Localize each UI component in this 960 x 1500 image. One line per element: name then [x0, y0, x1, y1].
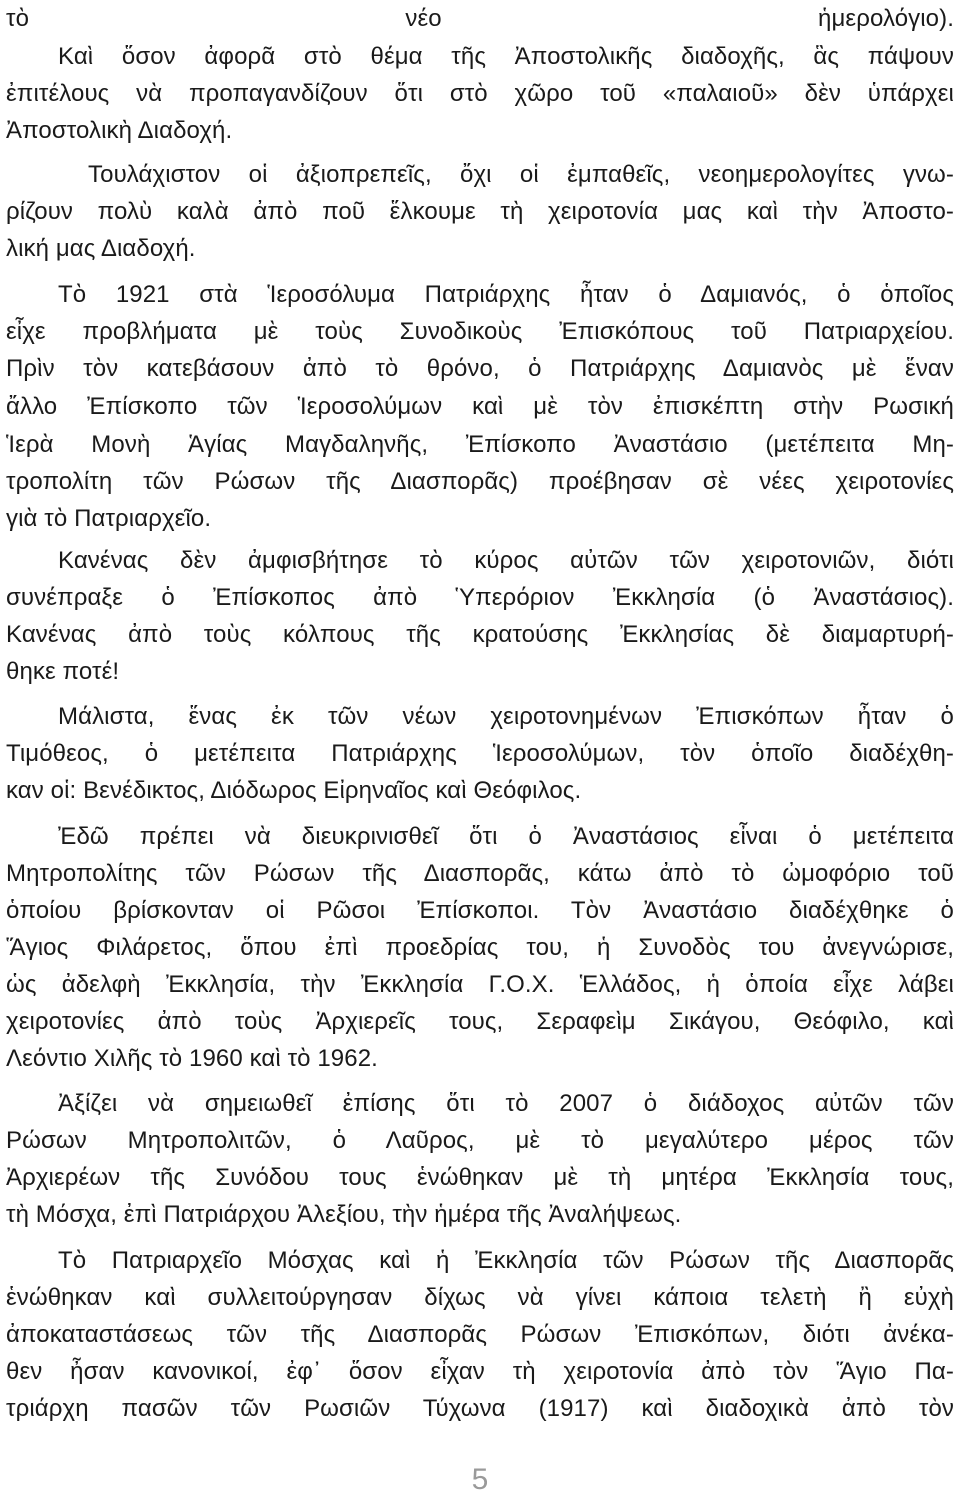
text-line-33: Τὸ Πατριαρχεῖο Μόσχας καὶ ἡ Ἐκκλησία τῶν Ρώσων τῆς Διασπορᾶς [58, 1247, 954, 1274]
text-line-10: Πρὶν τὸν κατεβάσουν ἀπὸ τὸ θρόνο, ὁ Πατριάρχης Δαμιανὸς μὲ ἕναν [6, 355, 954, 382]
text-line-28: Λεόντιο Χιλῆς τὸ 1960 καὶ τὸ 1962. [6, 1045, 378, 1072]
text-line-27: χειροτονίες ἀπὸ τοὺς Ἀρχιερεῖς τους, Σεραφεὶμ Σικάγου, Θεόφιλο, καὶ [6, 1008, 954, 1035]
text-line-4: Ἀποστολικὴ Διαδοχή. [6, 117, 233, 144]
text-line-30: Ρώσων Μητροπολιτῶν, ὁ Λαῦρος, μὲ τὸ μεγαλύτερο μέρος τῶν [6, 1127, 954, 1154]
text-line-1: τὸ νέο ἡμερολόγιο). [6, 5, 954, 32]
page-number: 5 [471, 1463, 489, 1496]
text-line-3: ἐπιτέλους νὰ προπαγανδίζουν ὅτι στὸ χῶρο τοῦ «παλαιοῦ» δὲν ὑπάρχει [6, 80, 954, 107]
text-line-2: Καὶ ὅσον ἀφορᾶ στὸ θέμα τῆς Ἀποστολικῆς διαδοχῆς, ἃς πάψουν [58, 43, 954, 70]
text-line-17: Κανένας ἀπὸ τοὺς κόλπους τῆς κρατούσης Ἐκκλησίας δὲ διαμαρτυρή- [6, 621, 954, 648]
text-line-9: εἶχε προβλήματα μὲ τοὺς Συνοδικοὺς Ἐπισκόπους τοῦ Πατριαρχείου. [6, 318, 954, 345]
text-line-8: Τὸ 1921 στὰ Ἱεροσόλυμα Πατριάρχης ἦταν ὁ Δαμιανός, ὁ ὁποῖος [58, 281, 954, 308]
text-line-12: Ἱερὰ Μονὴ Ἁγίας Μαγδαληνῆς, Ἐπίσκοπο Ἀναστάσιο (μετέπειτα Μη- [6, 431, 954, 458]
text-line-20: Τιμόθεος, ὁ μετέπειτα Πατριάρχης Ἱεροσολύμων, τὸν ὁποῖο διαδέχθη- [6, 740, 954, 767]
text-line-11: ἄλλο Ἐπίσκοπο τῶν Ἱεροσολύμων καὶ μὲ τὸν ἐπισκέπτη στὴν Ρωσική [6, 393, 954, 420]
text-line-21: καν οἱ: Βενέδικτος, Διόδωρος Εἰρηναῖος καὶ Θεόφιλος. [6, 777, 582, 804]
text-line-15: Κανένας δὲν ἀμφισβήτησε τὸ κύρος αὐτῶν τῶν χειροτονιῶν, διότι [58, 547, 954, 574]
text-line-6: ρίζουν πολὺ καλὰ ἀπὸ ποῦ ἕλκουμε τὴ χειροτονία μας καὶ τὴν Ἀποστο- [6, 198, 954, 225]
text-line-18: θηκε ποτέ! [6, 658, 120, 685]
text-line-24: ὁποίου βρίσκονταν οἱ Ρῶσοι Ἐπίσκοποι. Τὸν Ἀναστάσιο διαδέχθηκε ὁ [6, 897, 954, 924]
text-line-35: ἀποκαταστάσεως τῶν τῆς Διασπορᾶς Ρώσων Ἐπισκόπων, διότι ἀνέκα- [6, 1321, 954, 1348]
text-line-14: γιὰ τὸ Πατριαρχεῖο. [6, 505, 212, 532]
text-line-29: Ἀξίζει νὰ σημειωθεῖ ἐπίσης ὅτι τὸ 2007 ὁ διάδοχος αὐτῶν τῶν [58, 1090, 954, 1117]
text-line-19: Μάλιστα, ἕνας ἐκ τῶν νέων χειροτονημένων Ἐπισκόπων ἦταν ὁ [58, 703, 954, 730]
text-line-36: θεν ἦσαν κανονικοί, ἐφ᾽ ὅσον εἶχαν τὴ χειροτονία ἀπὸ τὸν Ἅγιο Πα- [6, 1358, 954, 1385]
text-line-13: τροπολίτη τῶν Ρώσων τῆς Διασπορᾶς) προέβησαν σὲ νέες χειροτονίες [6, 468, 954, 495]
text-line-25: Ἅγιος Φιλάρετος, ὅπου ἐπὶ προεδρίας του, ἡ Συνοδὸς του ἀνεγνώρισε, [6, 934, 954, 961]
text-line-16: συνέπραξε ὁ Ἐπίσκοπος ἀπὸ Ὑπερόριον Ἐκκλησία (ὁ Ἀναστάσιος). [6, 584, 954, 611]
text-line-32: τὴ Μόσχα, ἐπὶ Πατριάρχου Ἀλεξίου, τὴν ἡμέρα τῆς Ἀναλήψεως. [6, 1201, 682, 1228]
text-line-5: Τουλάχιστον οἱ ἀξιοπρεπεῖς, ὄχι οἱ ἐμπαθεῖς, νεοημερολογίτες γνω- [88, 161, 954, 188]
text-line-34: ἑνώθηκαν καὶ συλλειτούργησαν δίχως νὰ γίνει κάποια τελετὴ ἢ εὐχὴ [6, 1284, 954, 1311]
text-line-23: Μητροπολίτης τῶν Ρώσων τῆς Διασπορᾶς, κάτω ἀπὸ τὸ ὠμοφόριο τοῦ [6, 860, 954, 887]
text-line-22: Ἐδῶ πρέπει νὰ διευκρινισθεῖ ὅτι ὁ Ἀναστάσιος εἶναι ὁ μετέπειτα [58, 823, 954, 850]
text-line-26: ὡς ἀδελφὴ Ἐκκλησία, τὴν Ἐκκλησία Γ.Ο.Χ. Ἑλλάδος, ἡ ὁποία εἶχε λάβει [6, 971, 954, 998]
text-line-7: λική μας Διαδοχή. [6, 235, 196, 262]
text-line-31: Ἀρχιερέων τῆς Συνόδου τους ἑνώθηκαν μὲ τὴ μητέρα Ἐκκλησία τους, [6, 1164, 954, 1191]
text-line-37: τριάρχη πασῶν τῶν Ρωσιῶν Τύχωνα (1917) καὶ διαδοχικὰ ἀπὸ τὸν [6, 1395, 954, 1422]
